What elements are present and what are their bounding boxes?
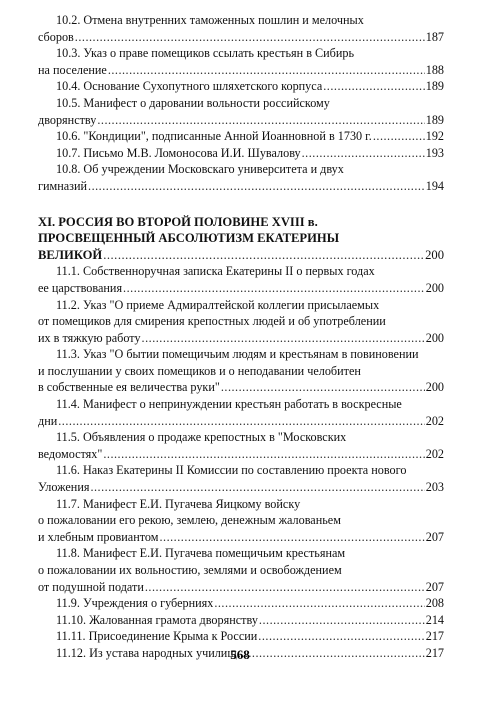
leader-dots <box>145 579 425 596</box>
toc-entry-page-number: 207 <box>425 529 444 544</box>
toc-entry-page-number: 193 <box>425 145 444 160</box>
toc-entry-line <box>38 346 444 363</box>
toc-entry-text: сборов <box>38 29 74 44</box>
leader-dots <box>159 529 424 546</box>
toc-entry-last-line <box>38 112 444 129</box>
toc-entry-text: 11.9. Учреждения о губерниях <box>56 596 214 611</box>
toc-entry <box>38 346 444 396</box>
leader-dots <box>75 29 425 46</box>
toc-entry-text: 10.3. Указ о праве помещиков ссылать крестьян в Сибирь <box>56 46 355 61</box>
toc-entry-page-number: 189 <box>425 112 444 127</box>
toc-entry <box>38 145 444 162</box>
toc-entry-page-number: 188 <box>425 62 444 77</box>
toc-entry-text: в собственные ея величества руки" <box>38 380 220 395</box>
toc-entry <box>38 496 444 546</box>
toc-entry-text: 11.12. Из устава народных училищ <box>56 645 237 660</box>
leader-dots <box>302 145 425 162</box>
toc-entry-text: и послушании у своих помещиков и о неподавании челобитен <box>38 363 361 378</box>
toc-entry-line <box>38 562 444 579</box>
toc-entry-last-line <box>38 330 444 347</box>
toc-entry-text: 11.8. Манифест Е.И. Пугачева помещичьим крестьянам <box>56 546 346 561</box>
toc-entry-page-number: 217 <box>425 645 444 660</box>
toc-entry-text: о пожаловании их вольностию, землями и освобождением <box>38 563 342 577</box>
toc-entry-page-number: 187 <box>425 29 444 44</box>
toc-entry-last-line <box>38 529 444 546</box>
leader-dots <box>323 78 424 95</box>
chapter-title-word: ВЕЛИКОЙ <box>38 247 103 262</box>
table-of-contents <box>38 12 444 662</box>
chapter-title-line-3 <box>38 247 444 264</box>
leader-dots <box>221 379 425 396</box>
toc-entry-page-number: 192 <box>425 129 444 144</box>
toc-entry-text: 10.7. Письмо М.В. Ломоносова И.И. Шувалову <box>56 145 301 160</box>
toc-entry-text: 11.3. Указ "О бытии помещичьим людям и крестьянам в повиновении <box>56 347 419 362</box>
toc-entry-last-line <box>38 612 444 629</box>
toc-entry-text: 10.4. Основание Сухопутного шляхетского корпуса <box>56 79 323 94</box>
toc-entry-last-line <box>38 579 444 596</box>
toc-section-x <box>38 12 444 195</box>
toc-entry-page-number: 200 <box>425 380 444 395</box>
leader-dots <box>88 178 425 195</box>
toc-entry-text: от помещиков для смирения крепостных людей и об употреблении <box>38 314 386 329</box>
toc-entry-last-line <box>38 178 444 195</box>
leader-dots <box>108 62 425 79</box>
toc-entry-line <box>38 462 444 479</box>
toc-entry-line <box>38 429 444 446</box>
toc-entry-text: 10.5. Манифест о даровании вольности российскому <box>56 95 330 110</box>
toc-entry-last-line <box>38 145 444 162</box>
toc-entry <box>38 545 444 595</box>
toc-entry-page-number: 217 <box>425 629 444 644</box>
toc-entry-page-number: 214 <box>425 612 444 627</box>
toc-entry-line <box>38 512 444 529</box>
toc-section-xi <box>38 263 444 661</box>
leader-dots <box>373 128 425 145</box>
toc-entry-line <box>38 363 444 380</box>
toc-entry-text: 11.1. Собственноручная записка Екатерины II о первых годах <box>56 264 375 279</box>
toc-entry-last-line <box>38 280 444 297</box>
toc-entry-text: 11.6. Наказ Екатерины II Комиссии по составлению проекта нового <box>56 463 407 478</box>
toc-entry-line <box>38 161 444 178</box>
toc-entry-line <box>38 297 444 314</box>
toc-entry <box>38 45 444 78</box>
toc-entry-last-line <box>38 628 444 645</box>
toc-entry-last-line <box>38 29 444 46</box>
toc-entry-text: дворянству <box>38 112 97 127</box>
leader-dots <box>214 595 424 612</box>
toc-entry-text: 10.6. "Кондиции", подписанные Анной Иоанновной в 1730 г. <box>56 129 372 144</box>
toc-entry-text: 11.11. Присоединение Крыма к России <box>56 629 258 644</box>
toc-entry <box>38 78 444 95</box>
toc-entry-line <box>38 313 444 330</box>
toc-entry-text: от подушной подати <box>38 579 144 594</box>
toc-entry <box>38 12 444 45</box>
toc-entry-text: их в тяжкую работу <box>38 330 141 345</box>
leader-dots <box>103 446 424 463</box>
toc-entry <box>38 612 444 629</box>
toc-entry-text: 11.5. Объявления о продаже крепостных в "Московских <box>56 430 347 445</box>
toc-entry-line <box>38 545 444 562</box>
toc-entry-text: на поселение <box>38 62 107 77</box>
toc-entry-text: дни <box>38 413 58 428</box>
chapter-title-line-2: ПРОСВЕЩЕННЫЙ АБСОЛЮТИЗМ ЕКАТЕРИНЫ <box>38 231 340 246</box>
leader-dots <box>259 612 425 629</box>
leader-dots <box>258 628 424 645</box>
toc-entry-text: 11.7. Манифест Е.И. Пугачева Яицкому войску <box>56 496 301 511</box>
toc-entry <box>38 628 444 645</box>
toc-entry-last-line <box>38 379 444 396</box>
leader-dots <box>123 280 425 297</box>
toc-entry <box>38 429 444 462</box>
toc-entry <box>38 595 444 612</box>
toc-entry-page-number: 203 <box>425 480 444 495</box>
toc-entry-text: ее царствования <box>38 280 123 295</box>
toc-entry-last-line <box>38 413 444 430</box>
toc-entry-last-line <box>38 78 444 95</box>
toc-entry-text: 11.4. Манифест о непринуждении крестьян работать в воскресные <box>56 397 402 412</box>
leader-dots <box>103 247 424 264</box>
toc-entry-text: ведомостях" <box>38 446 103 461</box>
toc-entry-text: 11.10. Жалованная грамота дворянству <box>56 612 258 627</box>
toc-entry <box>38 161 444 194</box>
toc-entry-text: гимназий <box>38 178 88 193</box>
chapter-heading <box>38 214 444 264</box>
toc-entry-text: и хлебным провиантом <box>38 529 159 544</box>
chapter-title-line-1: XI. РОССИЯ ВО ВТОРОЙ ПОЛОВИНЕ XVIII в. <box>38 214 318 229</box>
toc-entry-page-number: 200 <box>425 330 444 345</box>
leader-dots <box>142 330 425 347</box>
chapter-page-number: 200 <box>425 247 444 262</box>
toc-entry-last-line <box>38 128 444 145</box>
toc-entry <box>38 297 444 347</box>
page-number: 568 <box>230 647 250 662</box>
toc-entry-line <box>38 496 444 513</box>
toc-entry <box>38 396 444 429</box>
toc-entry-last-line <box>38 62 444 79</box>
toc-entry-page-number: 189 <box>425 79 444 94</box>
toc-entry-line <box>38 12 444 29</box>
toc-entry-line <box>38 263 444 280</box>
toc-entry-text: Уложения <box>38 480 90 495</box>
toc-entry-last-line <box>38 446 444 463</box>
toc-entry-page-number: 202 <box>425 413 444 428</box>
toc-entry-text: 10.8. Об учреждении Московскаго университета и двух <box>56 162 344 177</box>
leader-dots <box>90 479 424 496</box>
toc-entry-text: 10.2. Отмена внутренних таможенных пошлин и мелочных <box>56 13 364 27</box>
toc-entry-line <box>38 45 444 62</box>
toc-entry-line <box>38 396 444 413</box>
toc-entry-page-number: 208 <box>425 596 444 611</box>
toc-entry <box>38 128 444 145</box>
toc-entry <box>38 462 444 495</box>
leader-dots <box>58 413 424 430</box>
toc-entry-line <box>38 95 444 112</box>
toc-entry-last-line <box>38 595 444 612</box>
toc-entry <box>38 263 444 296</box>
toc-entry <box>38 95 444 128</box>
toc-entry-page-number: 207 <box>425 579 444 594</box>
toc-entry-text: 11.2. Указ "О приеме Адмиралтейской коллегии присылаемых <box>56 297 380 312</box>
toc-entry-text: о пожаловании его рекою, землею, денежным жалованьем <box>38 513 341 528</box>
toc-entry-last-line <box>38 479 444 496</box>
toc-entry-page-number: 194 <box>425 178 444 193</box>
leader-dots <box>97 112 424 129</box>
toc-entry-page-number: 202 <box>425 446 444 461</box>
toc-entry-page-number: 200 <box>425 280 444 295</box>
